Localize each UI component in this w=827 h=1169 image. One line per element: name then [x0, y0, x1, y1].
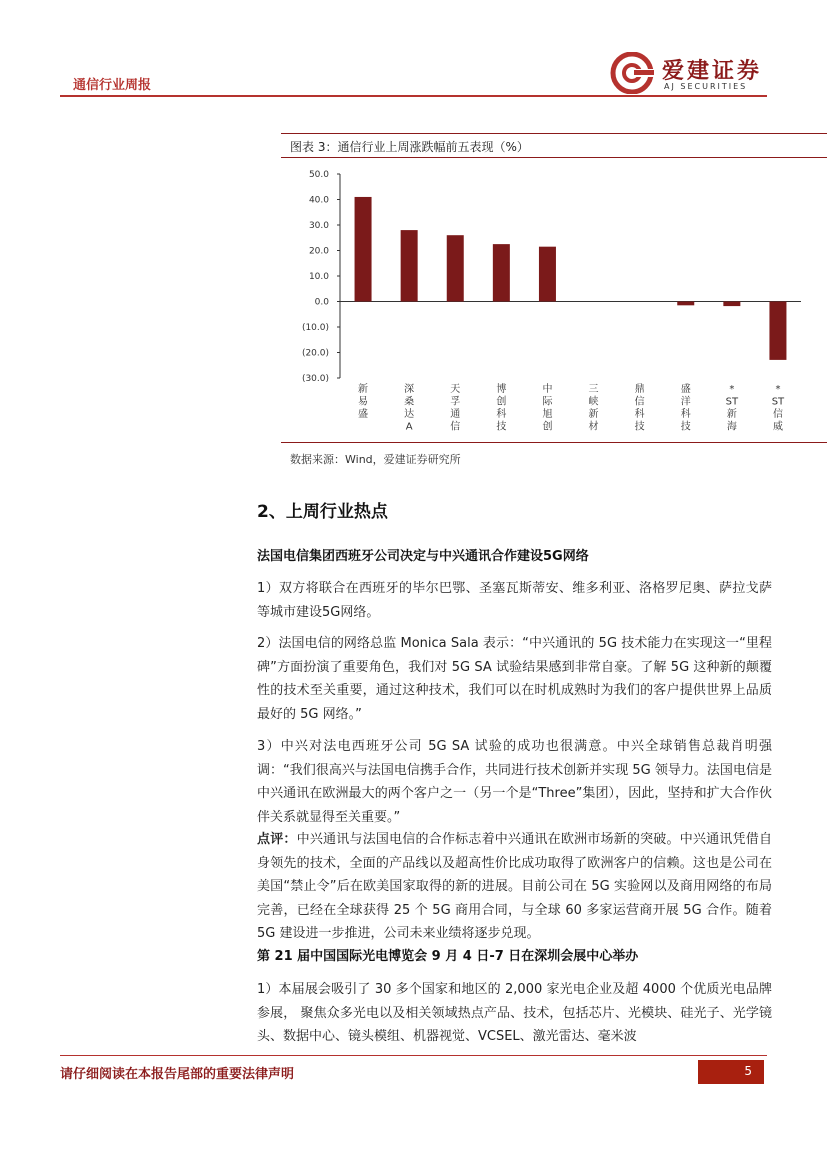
- y-tick-label: (10.0): [301, 323, 329, 333]
- bar: [723, 302, 740, 307]
- bar: [447, 235, 464, 301]
- news1-paragraph-3: 3）中兴对法电西班牙公司 5G SA 试验的成功也很满意。中兴全球销售总裁肖明强调：“我们很高兴与法国电信携手合作，共同进行技术创新并实现 5G 领导力。法国电信是中兴通讯在欧洲最大的两个客户之一（另一个是“Three”集团），因此，坚持和扩大合作伙伴关系就显得至关重要。”: [257, 739, 772, 825]
- report-type-title: 通信行业周报: [73, 78, 152, 93]
- news1-paragraph-2: 2）法国电信的网络总监 Monica Sala 表示：“中兴通讯的 5G 技术能力在实现这一“里程碑”方面扮演了重要角色，我们对 5G SA 试验结果感到非常自豪。了解 5G 这种新的颠覆性的技术至关重要，通过这种技术，我们可以在时机成熟时为我们的客户提供世界上品质最好的 5G 网络。”: [257, 636, 772, 722]
- footer-divider: [60, 1055, 767, 1056]
- performance-bar-chart: [281, 160, 827, 440]
- comment-label: 点评：: [257, 832, 297, 847]
- figure-caption: 图表 3：通信行业上周涨跌幅前五表现（%）: [290, 140, 529, 154]
- figure-caption-rule: [281, 157, 827, 158]
- category-label: 中际旭创: [542, 384, 553, 433]
- news1-title: 法国电信集团西班牙公司决定与中兴通讯合作建设5G网络: [257, 549, 589, 564]
- category-label: 盛洋科技: [680, 384, 691, 433]
- bar: [355, 197, 372, 302]
- page-number: 5: [744, 1064, 752, 1078]
- y-tick-label: 20.0: [308, 246, 329, 257]
- aj-logo-icon: [610, 52, 658, 94]
- logo-chinese-name: 爱建证券: [662, 59, 763, 84]
- y-tick-label: (20.0): [301, 348, 329, 359]
- bar: [769, 302, 786, 360]
- bar: [401, 230, 418, 301]
- y-tick-label: 40.0: [308, 195, 329, 206]
- bar: [539, 247, 556, 302]
- category-label: * ST 新海: [725, 384, 739, 433]
- figure-source: 数据来源：Wind，爱建证券研究所: [290, 453, 461, 466]
- page-number-box: [698, 1060, 764, 1084]
- category-label: * ST 信威: [771, 384, 785, 433]
- news2-paragraph-1: 1）本届展会吸引了 30 多个国家和地区的 2,000 家光电企业及超 4000 个优质光电品牌参展， 聚焦众多光电以及相关领域热点产品、技术，包括芯片、光模块、硅光子、光学镜头、数据中心、镜头模组、机器视觉、VCSEL、激光雷达、毫米波: [257, 982, 772, 1044]
- company-logo: [610, 52, 775, 96]
- category-label: 三峡新材: [588, 384, 599, 433]
- news1-paragraph-1: 1）双方将联合在西班牙的毕尔巴鄂、圣塞瓦斯蒂安、维多利亚、洛格罗尼奥、萨拉戈萨等城市建设5G网络。: [257, 581, 772, 620]
- category-label: 鼎信科技: [634, 384, 645, 433]
- figure-top-rule: [281, 133, 827, 134]
- figure-bottom-rule: [281, 442, 827, 443]
- news1-comment: [257, 828, 772, 946]
- y-tick-label: (30.0): [301, 374, 329, 384]
- category-label: 新易盛: [358, 384, 369, 420]
- y-tick-label: 30.0: [308, 221, 329, 231]
- y-tick-label: 10.0: [308, 272, 329, 282]
- y-tick-label: 50.0: [308, 170, 329, 180]
- bar: [677, 302, 694, 306]
- category-label: 天孚通信: [450, 384, 461, 433]
- logo-english-name: AJ SECURITIES: [664, 82, 748, 91]
- y-tick-label: 0.0: [314, 297, 329, 308]
- news2-title: 第 21 届中国国际光电博览会 9 月 4 日-7 日在深圳会展中心举办: [257, 949, 639, 964]
- section-heading: 2、上周行业热点: [257, 502, 388, 522]
- bar: [493, 244, 510, 301]
- legal-disclaimer: 请仔细阅读在本报告尾部的重要法律声明: [60, 1067, 295, 1082]
- category-label: 博创科技: [496, 384, 507, 433]
- category-label: 深桑达 A: [404, 384, 415, 433]
- comment-text: 中兴通讯与法国电信的合作标志着中兴通讯在欧洲市场新的突破。中兴通讯凭借自身领先的技术，全面的产品线以及超高性价比成功取得了欧洲客户的信赖。这也是公司在美国“禁止令”后在欧美国家取得的新的进展。目前公司在 5G 实验网以及商用网络的布局完善，已经在全球获得 25 个 5G 商用合同，与全球 60 多家运营商开展 5G 合作。随着 5G 建设进一步推进，公司未来业绩将逐步兑现。: [257, 832, 772, 941]
